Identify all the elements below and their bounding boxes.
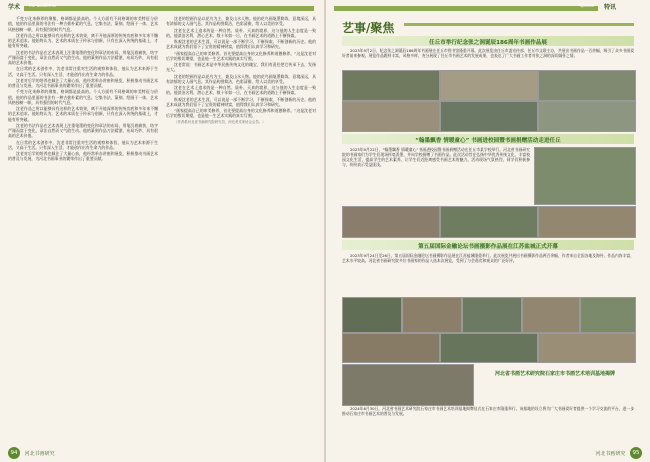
paragraph: “画家提高自己的审美修养，首先要提高自身的文化修养和道德修养。”这是沈老对后学的殷切期望，也是他一生艺术实践的真实写照。 [166,108,316,119]
section-banner [342,17,634,35]
paragraph: 沈老对后学的培养也倾注了大量心血，他经常举办讲座和展览，积极推动书画艺术的普及与发展，为河北书画事业的繁荣作出了重要贡献。 [8,151,158,162]
forum-photo [440,333,538,363]
paragraph: “画家提高自己的审美修养，首先要提高自身的文化修养和道德修养。”这是沈老对后学的殷切期望，也是他一生艺术实践的真实写照。 [166,50,316,61]
article-body [342,48,634,68]
right-header-section: 特讯 [604,4,617,11]
article-paragraph: 2023年9月24日至26日，第五届国际金融论坛书画摄影作品展在江苏盐城隆重举行。此次展览共展出书画摄影作品两百余幅，作者来自全国各地及海外，作品内容丰富，艺术水平较高。河北省书画研究院多位书画家的作品入选本次展览，受到了与会嘉宾和观众的广泛好评。 [342,253,634,264]
paragraph: 沈老常说：书画艺术是中华民族传统文化的瑰宝，我们有责任把它传承下去，发扬光大。 [166,62,316,73]
exhibition-hall-photo [342,70,440,101]
paragraph: 纵观沈老的艺术生涯，可以说是一部不断学习、不断探索、不断创新的历史。他的艺术成就为我们留下了宝贵的精神财富，值得我们认真学习和研究。 [166,96,316,107]
left-column-2 [166,16,316,126]
base-unveiling-photo [342,364,474,406]
right-header-bar [334,3,598,11]
school-event-photo [534,147,636,205]
left-page-number: 94 [8,447,20,459]
forum-photo [462,297,522,333]
right-page [326,0,650,462]
paragraph: 沈老的绘画作品以花鸟为主，兼及山水人物。他的花鸟画笔墨简练，意境深远，具有浓郁的文人画气息。其作品构图简洁，色彩清雅，给人以美的享受。 [166,16,316,27]
article-title: 第五届国际金融论坛书画摄影作品展在江苏盐城正式开幕 [418,244,558,250]
exhibition-visitors-photo [440,70,538,101]
paragraph: 沈老对后学的培养也倾注了大量心血，他经常举办讲座和展览，积极推动书画艺术的普及与发展，为河北书画事业的繁荣作出了重要贡献。 [8,77,158,88]
paragraph: 沈老作品之所以能够具有这样的艺术效果，离不开他深厚的传统功底和多年来不懈的艺术追求。他始终认为，艺术的本质在于传承与创新，只有在深入传统的基础上，才能有所突破。 [8,106,158,122]
students-photo [440,206,538,238]
exhibition-ceremony-photo [538,101,636,132]
paragraph: 沈老的书法作品在艺术表现上注重笔墨的变化和章法的布局，用笔沉着痛快，结字严谨而富于变化，章法自然而又气韵生动。他的篆刻作品刀法精湛，布局巧妙，具有很高的艺术价值。 [8,122,158,139]
article-body [342,147,530,203]
article-paragraph: 2023年9月2日，纪念张之洞诞辰186周年书画展在任丘市图书馆隆重开幕。此次展览由任丘市委宣传部、任丘市文联主办，共展出书画作品一百余幅，吸引了众多书画爱好者前来参观。展览作品题材丰富，风格多样，充分展现了任丘市书画艺术的发展成果，也表达了广大书画工作者对张之洞的深切缅怀之情。 [342,48,634,59]
left-header-subtitle: The academic [28,3,57,8]
paragraph: 在日常的艺术创作中，沈老非常注重对生活的观察和体验，他认为艺术来源于生活，又高于生活。只有深入生活，才能创作出有生命力的作品。 [8,66,158,77]
banner-rule [404,23,634,26]
article-title: “翰墨飘香 情暖童心” 书画进校园暨书画捐赠活动走进任丘 [415,138,561,144]
left-column-1 [8,16,158,163]
right-footer [595,447,642,459]
article-title: 任丘市举行纪念张之洞诞辰186周年书画作品展 [429,40,547,46]
footnote: （作者系河北省书画研究院研究员，河北美术家协会会员。） [174,119,266,124]
paragraph: 沈老的书法作品在艺术表现上注重笔墨的变化和章法的布局，用笔沉着痛快，结字严谨而富于变化，章法自然而又气韵生动。他的篆刻作品刀法精湛，布局巧妙，具有很高的艺术价值。 [8,49,158,65]
forum-photo [522,297,580,333]
paragraph: 沈老在艺术上追求的是一种自然、质朴、天真的境界，这与他的人生态度是一致的。他淡泊名利，潜心艺术，数十年如一日，在书画艺术的道路上不断探索。 [166,85,316,96]
paragraph: 纵观沈老的艺术生涯，可以说是一部不断学习、不断探索、不断创新的历史。他的艺术成就为我们留下了宝贵的精神财富，值得我们认真学习和研究。 [166,39,316,50]
paragraph: 千变万化来修养的聚集，格调都是最高的。个人方面有不同格调的审美特征与价值，他的作品里面的书法有一种古拙朴素的气息。它集书法、篆刻、绘画于一体，艺术风格独树一帜，具有强烈的时代气息。 [8,16,158,32]
forum-photo [342,333,440,363]
left-header [8,3,20,13]
paragraph: 沈老作品之所以能够具有这样的艺术效果，离不开他深厚的传统功底和多年来不懈的艺术追求。他始终认为，艺术的本质在于传承与创新，只有在深入传统的基础上，才能有所突破。 [8,32,158,49]
forum-photo [580,297,636,333]
right-header [604,3,616,13]
forum-photo [402,297,462,333]
exhibition-artwork-photo [342,101,440,132]
right-footer-magazine: 河北书画研究 [595,450,626,457]
article-title: 河北省书画艺术研究院石家庄市书画艺术培训基地揭牌 [494,371,615,377]
banner-title: 艺事/聚焦 [342,21,395,35]
paragraph: 沈老的绘画作品以花鸟为主，兼及山水人物。他的花鸟画笔墨简练，意境深远，具有浓郁的文人画气息。其作品构图简洁，色彩清雅，给人以美的享受。 [166,73,316,84]
paragraph: 沈老在艺术上追求的是一种自然、质朴、天真的境界，这与他的人生态度是一致的。他淡泊名利，潜心艺术，数十年如一日，在书画艺术的道路上不断探索。 [166,27,316,38]
donation-photo [538,206,636,238]
exhibition-opening-photo [440,101,538,132]
forum-photo [538,333,636,363]
article-paragraph: 2024年6月30日，河北省书画艺术研究院石家庄市书画艺术培训基地揭牌仪式在石家庄市隆重举行。该基地的设立将为广大书画爱好者提供一个学习交流的平台，进一步推动石家庄市书画艺术的普及与发展。 [342,406,634,417]
article-body [342,406,634,442]
right-header-subtitle: Special [579,3,594,8]
forum-photo [342,297,402,333]
exhibition-group-photo [538,70,636,101]
left-page [0,0,324,462]
left-header-section: 学术 [8,4,21,11]
left-footer [8,447,55,459]
paragraph: 千变万化来修养的聚集，格调都是最高的。个人方面有不同格调的审美特征与价值，他的作品里面的书法有一种古拙朴素的气息。它集书法、篆刻、绘画于一体，艺术风格独树一帜，具有强烈的时代气息。 [8,89,158,105]
article-body [342,253,634,295]
right-page-number: 95 [630,447,642,459]
left-header-bar [24,3,314,11]
calligraphy-demo-photo [342,206,440,238]
paragraph: 在日常的艺术创作中，沈老非常注重对生活的观察和体验，他认为艺术来源于生活，又高于生活。只有深入生活，才能创作出有生命力的作品。 [8,139,158,150]
article-paragraph: 2023年9月22日，“翰墨飘香 情暖童心”书画进校园暨书画捐赠活动在任丘市某学校举行。河北省书画研究院的书画家们为学生们现场挥毫泼墨，并向学校捐赠了书画作品。此次活动旨在弘扬中华优秀传统文化，丰富校园文化生活，提高学生的艺术素养，让学生们近距离感受书画艺术的魅力。活动现场气氛热烈，同学们积极参与，纷纷表示受益匪浅。 [342,147,530,168]
left-footer-magazine: 河北书画研究 [24,450,55,457]
